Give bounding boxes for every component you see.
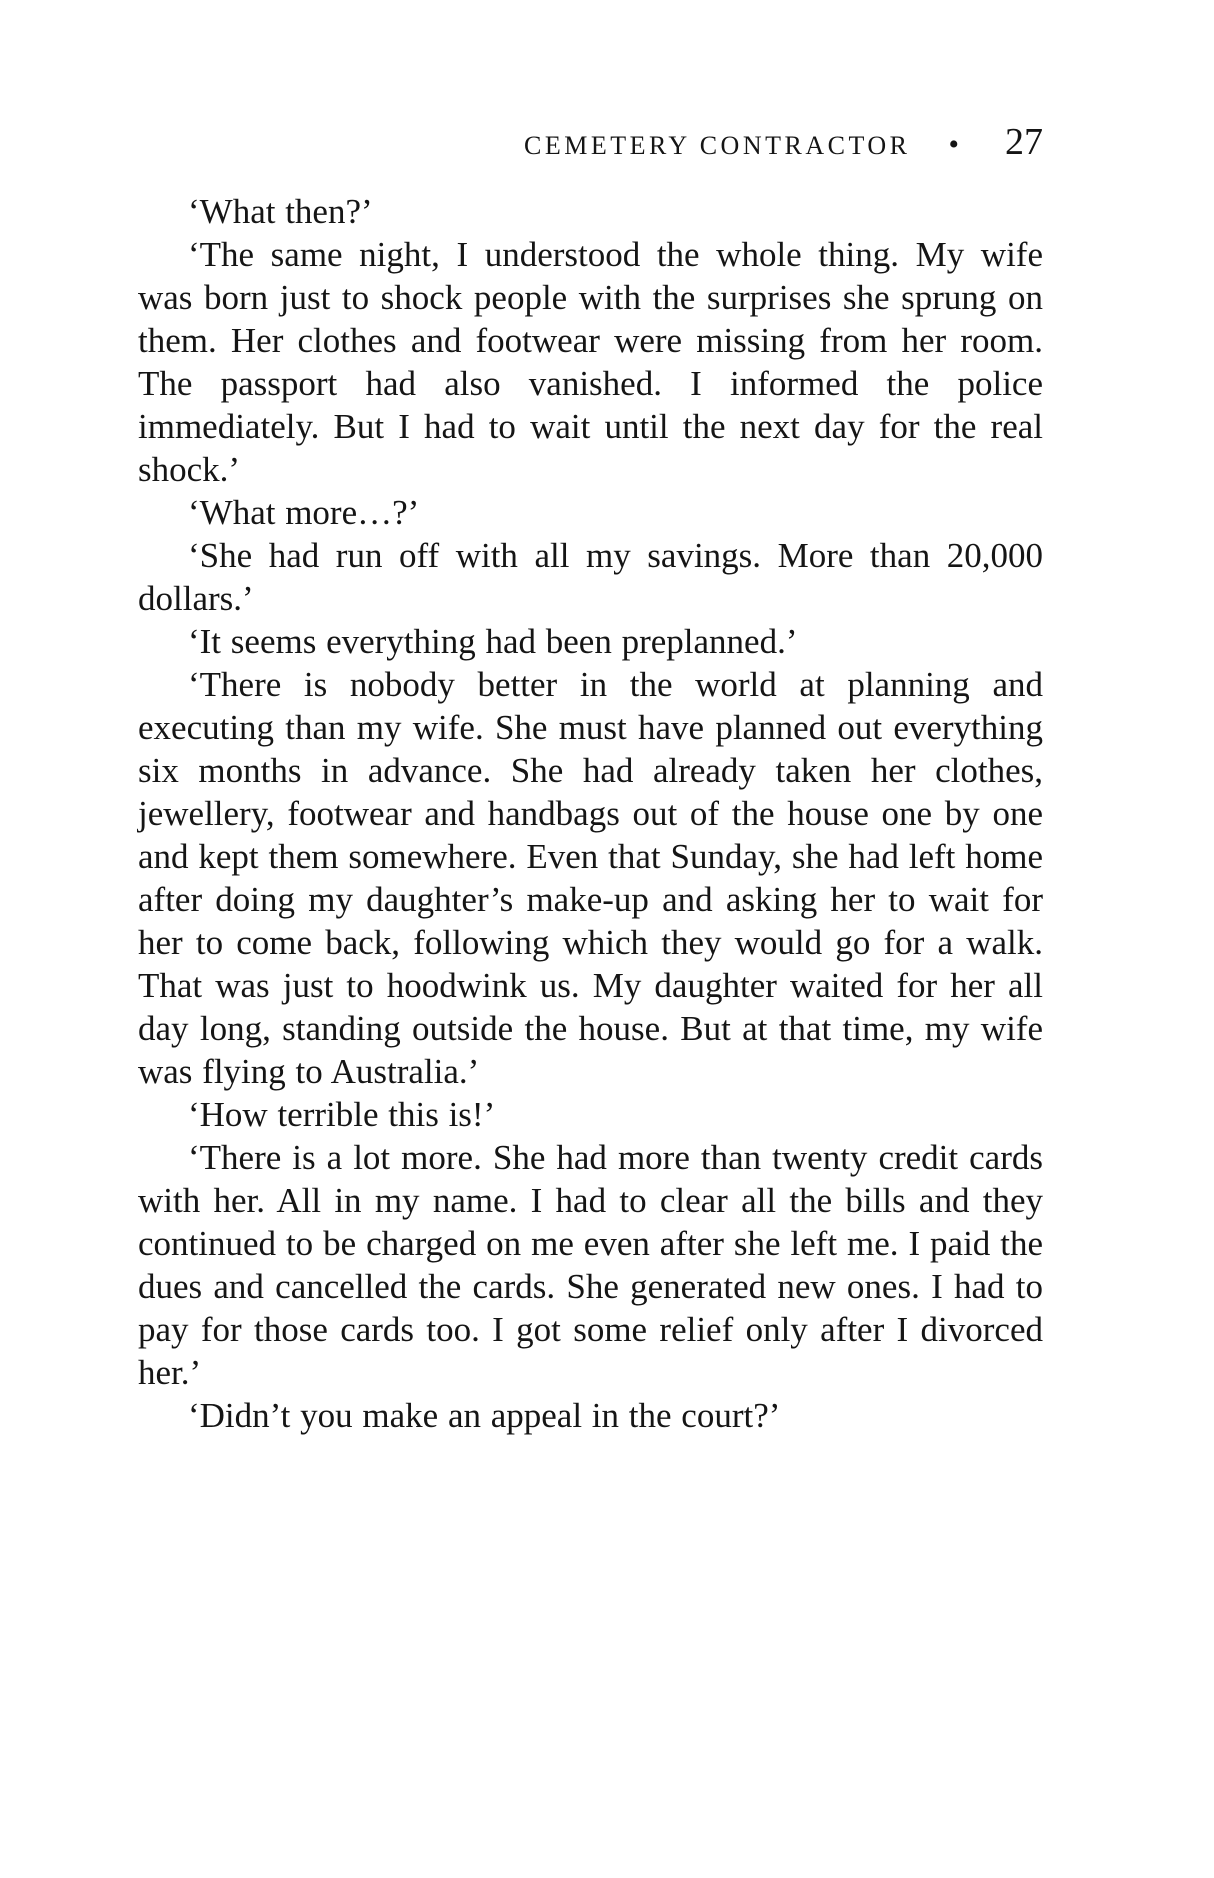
paragraph: ‘There is a lot more. She had more than twenty credit cards with her. All in my name. I had to clear all the bills and they continued to be charged on me even after she left me. I paid the dues and cancelled the cards. She generated new ones. I had to pay for those cards too. I got some relief only after I divorced her.’ xyxy=(138,1138,1043,1392)
running-header xyxy=(524,120,1043,164)
paragraph: ‘The same night, I understood the whole thing. My wife was born just to shock people with the surprises she sprung on them. Her clothes and footwear were missing from her room. The passport had also vanished. I informed the police immediately. But I had to wait until the next day for the real shock.’ xyxy=(138,235,1043,489)
text-block xyxy=(138,190,1043,1437)
paragraph: ‘Didn’t you make an appeal in the court?’ xyxy=(188,1396,781,1435)
running-header-title: CEMETERY CONTRACTOR xyxy=(524,131,911,160)
paragraph: ‘It seems everything had been preplanned.’ xyxy=(188,622,798,661)
page-number: 27 xyxy=(1005,121,1043,163)
paragraph: ‘She had run off with all my savings. More than 20,000 dollars.’ xyxy=(138,536,1043,618)
bullet-separator-icon: • xyxy=(948,128,959,161)
paragraph: ‘How terrible this is!’ xyxy=(188,1095,496,1134)
paragraph: ‘What then?’ xyxy=(188,192,373,231)
paragraph: ‘There is nobody better in the world at planning and executing than my wife. She must have planned out everything six months in advance. She had already taken her clothes, jewellery, footwear and handbags out of the house one by one and kept them somewhere. Even that Sunday, she had left home after doing my daughter’s make-up and asking her to wait for her to come back, following which they would go for a walk. That was just to hoodwink us. My daughter waited for her all day long, standing outside the house. But at that time, my wife was flying to Australia.’ xyxy=(138,665,1043,1091)
paragraph: ‘What more…?’ xyxy=(188,493,420,532)
